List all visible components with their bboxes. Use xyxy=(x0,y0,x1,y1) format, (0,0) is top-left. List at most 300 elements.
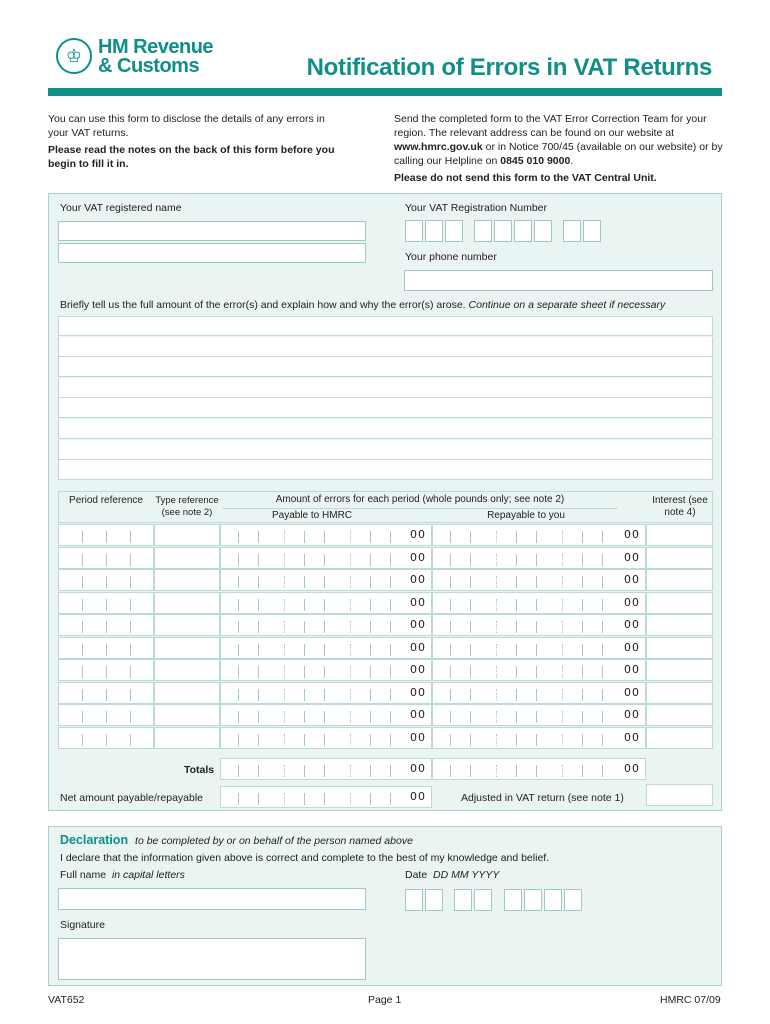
digit-divider xyxy=(470,734,471,746)
digit-divider xyxy=(370,599,371,611)
website-link[interactable]: www.hmrc.gov.uk xyxy=(394,141,483,153)
pence-zero: 00 xyxy=(624,618,640,631)
digit-divider xyxy=(602,711,603,723)
digit-divider xyxy=(562,621,563,633)
digit-divider xyxy=(350,793,351,805)
digit-divider xyxy=(390,689,391,701)
vat-name-field-line1[interactable] xyxy=(58,221,366,241)
digit-divider xyxy=(536,666,537,678)
digit-divider xyxy=(106,711,107,723)
date-label: Date DD MM YYYY xyxy=(405,869,500,881)
repayable-cell[interactable] xyxy=(432,569,646,591)
digit-divider xyxy=(350,531,351,543)
digit-divider xyxy=(238,576,239,588)
digit-divider xyxy=(82,554,83,566)
digit-divider xyxy=(106,734,107,746)
interest-cell[interactable] xyxy=(646,547,713,569)
pence-zero: 00 xyxy=(410,640,426,654)
digit-divider xyxy=(258,531,259,543)
digit-divider xyxy=(370,621,371,633)
digit-divider xyxy=(470,599,471,611)
digit-divider xyxy=(258,711,259,723)
digit-divider xyxy=(258,666,259,678)
digit-divider xyxy=(370,576,371,588)
vat-reg-digit-box[interactable] xyxy=(534,220,552,242)
page-number: Page 1 xyxy=(368,994,402,1006)
type-reference-cell[interactable] xyxy=(154,524,220,546)
digit-divider xyxy=(562,554,563,566)
digit-divider xyxy=(238,531,239,543)
digit-divider xyxy=(350,621,351,633)
digit-divider xyxy=(106,644,107,656)
digit-divider xyxy=(106,576,107,588)
digit-divider xyxy=(536,734,537,746)
digit-divider xyxy=(516,711,517,723)
intro-right: Send the completed form to the VAT Error Correction Team for your region. The relevant address can be found on our website at www.hmrc.gov.uk or in Notice 700/45 (available on our website) or by calling our Helpline on 0845 010 9000. Please do not send this form to the VAT Central Unit. xyxy=(394,113,723,184)
digit-divider xyxy=(562,734,563,746)
digit-divider xyxy=(450,734,451,746)
vat-reg-digit-box[interactable] xyxy=(583,220,601,242)
digit-divider xyxy=(238,734,239,746)
digit-divider xyxy=(324,666,325,678)
digit-divider xyxy=(304,765,305,777)
digit-divider xyxy=(304,576,305,588)
digit-divider xyxy=(284,621,285,633)
interest-cell[interactable] xyxy=(646,727,713,749)
title-rule xyxy=(48,88,722,96)
digit-divider xyxy=(258,576,259,588)
digit-divider xyxy=(450,666,451,678)
vat-reg-digit-box[interactable] xyxy=(425,220,443,242)
digit-divider xyxy=(470,765,471,777)
interest-cell[interactable] xyxy=(646,637,713,659)
digit-divider xyxy=(516,576,517,588)
digit-divider xyxy=(390,734,391,746)
explanation-line[interactable] xyxy=(58,460,713,480)
digit-divider xyxy=(106,599,107,611)
digit-divider xyxy=(238,554,239,566)
interest-cell[interactable] xyxy=(646,569,713,591)
vat-reg-digit-box[interactable] xyxy=(514,220,532,242)
digit-divider xyxy=(602,554,603,566)
digit-divider xyxy=(370,644,371,656)
digit-divider xyxy=(284,793,285,805)
digit-divider xyxy=(450,599,451,611)
payable-cell[interactable] xyxy=(220,682,432,704)
digit-divider xyxy=(470,689,471,701)
digit-divider xyxy=(324,793,325,805)
crown-crest-icon: ♔ xyxy=(56,38,92,74)
digit-divider xyxy=(582,531,583,543)
digit-divider xyxy=(496,765,497,777)
type-reference-cell[interactable] xyxy=(154,592,220,614)
digit-divider xyxy=(516,621,517,633)
digit-divider xyxy=(470,576,471,588)
digit-divider xyxy=(130,599,131,611)
digit-divider xyxy=(284,689,285,701)
digit-divider xyxy=(304,644,305,656)
digit-divider xyxy=(106,531,107,543)
interest-cell[interactable] xyxy=(646,659,713,681)
digit-divider xyxy=(130,644,131,656)
fullname-field[interactable] xyxy=(58,888,366,910)
digit-divider xyxy=(496,689,497,701)
interest-cell[interactable] xyxy=(646,524,713,546)
digit-divider xyxy=(82,644,83,656)
digit-divider xyxy=(450,689,451,701)
vat-reg-digit-box[interactable] xyxy=(474,220,492,242)
digit-divider xyxy=(516,531,517,543)
digit-divider xyxy=(258,554,259,566)
digit-divider xyxy=(324,644,325,656)
payable-cell[interactable] xyxy=(220,524,432,546)
digit-divider xyxy=(516,689,517,701)
payable-cell[interactable] xyxy=(220,637,432,659)
org-name-line1: HM Revenue xyxy=(98,36,214,58)
digit-divider xyxy=(238,711,239,723)
explanation-line[interactable] xyxy=(58,357,713,377)
digit-divider xyxy=(496,621,497,633)
digit-divider xyxy=(284,734,285,746)
digit-divider xyxy=(82,621,83,633)
repayable-cell[interactable] xyxy=(432,659,646,681)
repayable-cell[interactable] xyxy=(432,592,646,614)
digit-divider xyxy=(602,666,603,678)
digit-divider xyxy=(582,599,583,611)
digit-divider xyxy=(106,554,107,566)
digit-divider xyxy=(602,621,603,633)
digit-divider xyxy=(602,765,603,777)
pence-zero: 00 xyxy=(624,550,640,564)
date-digit-box[interactable] xyxy=(504,889,522,911)
digit-divider xyxy=(350,711,351,723)
digit-divider xyxy=(390,599,391,611)
digit-divider xyxy=(82,576,83,588)
pence-zero: 00 xyxy=(410,528,426,541)
digit-divider xyxy=(284,644,285,656)
explanation-line[interactable] xyxy=(58,398,713,418)
digit-divider xyxy=(238,599,239,611)
digit-divider xyxy=(536,531,537,543)
pence-zero: 00 xyxy=(624,528,640,541)
totals-label: Totals xyxy=(184,764,215,776)
payable-cell[interactable] xyxy=(220,659,432,681)
digit-divider xyxy=(82,531,83,543)
digit-divider xyxy=(258,734,259,746)
digit-divider xyxy=(284,711,285,723)
pence-zero: 00 xyxy=(410,550,426,564)
adjusted-box[interactable] xyxy=(646,784,713,806)
digit-divider xyxy=(238,666,239,678)
digit-divider xyxy=(106,666,107,678)
type-reference-cell[interactable] xyxy=(154,637,220,659)
digit-divider xyxy=(450,621,451,633)
explanation-line[interactable] xyxy=(58,419,713,439)
digit-divider xyxy=(106,621,107,633)
digit-divider xyxy=(304,531,305,543)
digit-divider xyxy=(238,689,239,701)
type-reference-cell[interactable] xyxy=(154,682,220,704)
digit-divider xyxy=(470,644,471,656)
digit-divider xyxy=(562,711,563,723)
col-amount-header: Amount of errors for each period (whole pounds only; see note 2) xyxy=(275,494,565,505)
digit-divider xyxy=(350,689,351,701)
phone-field[interactable] xyxy=(404,270,713,291)
interest-cell[interactable] xyxy=(646,704,713,726)
digit-divider xyxy=(82,711,83,723)
digit-divider xyxy=(390,621,391,633)
digit-divider xyxy=(390,793,391,805)
repayable-cell[interactable] xyxy=(432,614,646,636)
vat-name-field-line2[interactable] xyxy=(58,243,366,263)
intro-left xyxy=(48,112,348,171)
digit-divider xyxy=(130,734,131,746)
declaration-heading: Declaration to be completed by or on behalf of the person named above xyxy=(60,833,413,847)
digit-divider xyxy=(130,711,131,723)
vat-name-label: Your VAT registered name xyxy=(60,202,182,214)
digit-divider xyxy=(350,554,351,566)
digit-divider xyxy=(496,734,497,746)
digit-divider xyxy=(450,554,451,566)
digit-divider xyxy=(562,599,563,611)
payable-cell[interactable] xyxy=(220,614,432,636)
digit-divider xyxy=(602,689,603,701)
digit-divider xyxy=(82,599,83,611)
date-digit-box[interactable] xyxy=(405,889,423,911)
digit-divider xyxy=(582,644,583,656)
digit-divider xyxy=(562,576,563,588)
digit-divider xyxy=(582,621,583,633)
digit-divider xyxy=(258,793,259,805)
digit-divider xyxy=(304,711,305,723)
explanation-line[interactable] xyxy=(58,378,713,398)
digit-divider xyxy=(370,689,371,701)
type-reference-cell[interactable] xyxy=(154,547,220,569)
vat-reg-digit-box[interactable] xyxy=(445,220,463,242)
payable-cell[interactable] xyxy=(220,547,432,569)
digit-divider xyxy=(350,576,351,588)
digit-divider xyxy=(284,554,285,566)
date-digit-box[interactable] xyxy=(425,889,443,911)
digit-divider xyxy=(370,793,371,805)
digit-divider xyxy=(582,666,583,678)
digit-divider xyxy=(258,621,259,633)
digit-divider xyxy=(496,576,497,588)
pence-zero: 00 xyxy=(410,790,426,803)
date-digit-box[interactable] xyxy=(524,889,542,911)
digit-divider xyxy=(470,666,471,678)
totals-payable-cell[interactable] xyxy=(220,758,432,780)
pence-zero: 00 xyxy=(624,663,640,676)
digit-divider xyxy=(536,711,537,723)
digit-divider xyxy=(238,621,239,633)
type-reference-cell[interactable] xyxy=(154,704,220,726)
pence-zero: 00 xyxy=(624,573,640,586)
pence-zero: 00 xyxy=(410,663,426,676)
digit-divider xyxy=(284,666,285,678)
interest-cell[interactable] xyxy=(646,682,713,704)
pence-zero: 00 xyxy=(410,573,426,586)
explanation-line[interactable] xyxy=(58,316,713,336)
digit-divider xyxy=(536,689,537,701)
payable-cell[interactable] xyxy=(220,704,432,726)
pence-zero: 00 xyxy=(410,685,426,699)
date-digit-box[interactable] xyxy=(454,889,472,911)
col-interest-header: Interest (see note 4) xyxy=(652,495,708,518)
type-reference-cell[interactable] xyxy=(154,614,220,636)
declaration-statement: I declare that the information given above is correct and complete to the best of my knowledge and belief. xyxy=(60,852,550,864)
org-name-line2: & Customs xyxy=(98,55,200,77)
interest-cell[interactable] xyxy=(646,592,713,614)
digit-divider xyxy=(516,734,517,746)
digit-divider xyxy=(106,689,107,701)
digit-divider xyxy=(130,689,131,701)
digit-divider xyxy=(304,734,305,746)
digit-divider xyxy=(324,554,325,566)
digit-divider xyxy=(390,711,391,723)
digit-divider xyxy=(390,531,391,543)
digit-divider xyxy=(324,689,325,701)
vat-reg-label: Your VAT Registration Number xyxy=(405,202,548,214)
col-period-header: Period reference xyxy=(69,495,143,506)
digit-divider xyxy=(496,599,497,611)
explanation-line[interactable] xyxy=(58,337,713,357)
date-digit-box[interactable] xyxy=(564,889,582,911)
digit-divider xyxy=(350,644,351,656)
hmrc-logo xyxy=(56,38,213,76)
explanation-line[interactable] xyxy=(58,440,713,460)
digit-divider xyxy=(350,765,351,777)
digit-divider xyxy=(304,621,305,633)
digit-divider xyxy=(536,599,537,611)
digit-divider xyxy=(238,765,239,777)
pence-zero: 00 xyxy=(624,640,640,654)
digit-divider xyxy=(304,599,305,611)
digit-divider xyxy=(450,711,451,723)
adjusted-label: Adjusted in VAT return (see note 1) xyxy=(461,792,624,804)
digit-divider xyxy=(258,765,259,777)
pence-zero: 00 xyxy=(410,762,426,775)
pence-zero: 00 xyxy=(410,618,426,631)
digit-divider xyxy=(470,531,471,543)
repayable-cell[interactable] xyxy=(432,524,646,546)
digit-divider xyxy=(450,531,451,543)
pence-zero: 00 xyxy=(624,595,640,609)
digit-divider xyxy=(496,554,497,566)
type-reference-cell[interactable] xyxy=(154,659,220,681)
digit-divider xyxy=(496,666,497,678)
pence-zero: 00 xyxy=(624,762,640,775)
digit-divider xyxy=(304,554,305,566)
digit-divider xyxy=(304,689,305,701)
form-version: HMRC 07/09 xyxy=(660,994,721,1006)
digit-divider xyxy=(324,531,325,543)
type-reference-cell[interactable] xyxy=(154,727,220,749)
interest-cell[interactable] xyxy=(646,614,713,636)
pence-zero: 00 xyxy=(410,730,426,744)
digit-divider xyxy=(602,734,603,746)
digit-divider xyxy=(324,576,325,588)
digit-divider xyxy=(350,666,351,678)
helpline-number: 0845 010 9000 xyxy=(500,155,571,167)
digit-divider xyxy=(582,765,583,777)
totals-repayable-cell[interactable] xyxy=(432,758,646,780)
digit-divider xyxy=(238,644,239,656)
digit-divider xyxy=(284,599,285,611)
net-amount-label: Net amount payable/repayable xyxy=(60,792,204,804)
intro-text: You can use this form to disclose the details of any errors in your VAT returns. xyxy=(48,113,325,139)
date-digit-box[interactable] xyxy=(474,889,492,911)
digit-divider xyxy=(582,554,583,566)
digit-divider xyxy=(324,711,325,723)
repayable-cell[interactable] xyxy=(432,727,646,749)
form-title: Notification of Errors in VAT Returns xyxy=(306,54,712,81)
repayable-cell[interactable] xyxy=(432,547,646,569)
digit-divider xyxy=(562,644,563,656)
digit-divider xyxy=(536,644,537,656)
digit-divider xyxy=(370,554,371,566)
payable-cell[interactable] xyxy=(220,727,432,749)
digit-divider xyxy=(324,765,325,777)
repayable-cell[interactable] xyxy=(432,704,646,726)
digit-divider xyxy=(130,576,131,588)
pence-zero: 00 xyxy=(410,595,426,609)
digit-divider xyxy=(304,793,305,805)
vat-reg-digit-box[interactable] xyxy=(405,220,423,242)
digit-divider xyxy=(82,734,83,746)
digit-divider xyxy=(390,576,391,588)
digit-divider xyxy=(582,711,583,723)
digit-divider xyxy=(370,711,371,723)
col-payable-header: Payable to HMRC xyxy=(271,510,353,521)
digit-divider xyxy=(562,666,563,678)
digit-divider xyxy=(390,644,391,656)
net-amount-cell[interactable] xyxy=(220,786,432,808)
digit-divider xyxy=(238,793,239,805)
digit-divider xyxy=(470,711,471,723)
digit-divider xyxy=(350,599,351,611)
type-reference-cell[interactable] xyxy=(154,569,220,591)
intro-instruction: Please read the notes on the back of this form before you begin to fill it in. xyxy=(48,144,335,170)
digit-divider xyxy=(370,666,371,678)
vat-reg-digit-box[interactable] xyxy=(563,220,581,242)
digit-divider xyxy=(258,644,259,656)
digit-divider xyxy=(304,666,305,678)
digit-divider xyxy=(516,554,517,566)
digit-divider xyxy=(324,621,325,633)
digit-divider xyxy=(470,554,471,566)
repayable-cell[interactable] xyxy=(432,682,646,704)
pence-zero: 00 xyxy=(410,708,426,721)
digit-divider xyxy=(562,765,563,777)
digit-divider xyxy=(130,554,131,566)
repayable-cell[interactable] xyxy=(432,637,646,659)
digit-divider xyxy=(130,666,131,678)
digit-divider xyxy=(390,765,391,777)
payable-cell[interactable] xyxy=(220,592,432,614)
signature-field[interactable] xyxy=(58,938,366,980)
phone-label: Your phone number xyxy=(405,251,497,263)
payable-cell[interactable] xyxy=(220,569,432,591)
digit-divider xyxy=(390,554,391,566)
vat-reg-digit-box[interactable] xyxy=(494,220,512,242)
digit-divider xyxy=(370,734,371,746)
digit-divider xyxy=(284,531,285,543)
digit-divider xyxy=(130,621,131,633)
digit-divider xyxy=(582,576,583,588)
date-digit-box[interactable] xyxy=(544,889,562,911)
digit-divider xyxy=(82,689,83,701)
